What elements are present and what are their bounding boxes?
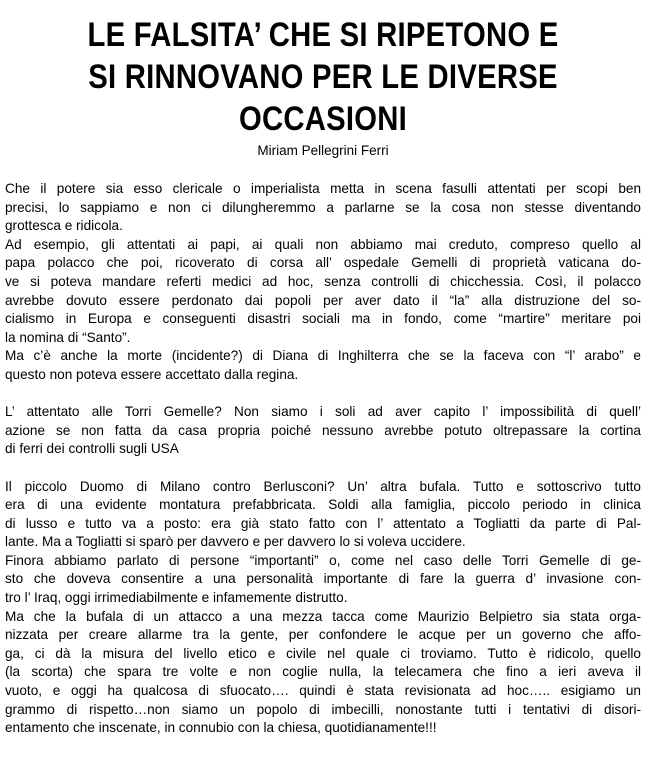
body-line: questo non poteva essere accettato dalla regina. — [5, 366, 299, 382]
body-line: nizzata per creare allarme tra la gente, per confondere le acque per un governo che affo- — [5, 627, 641, 643]
body-line: era di una evidente montatura prefabbricata. Soldi alla famiglia, piccolo periodo in clinica — [5, 497, 641, 513]
body-line: papa polacco che poi, ricoverato di corsa all’ ospedale Gemelli di proprietà vaticana do- — [5, 255, 641, 271]
document-title — [49, 14, 598, 140]
body-line: cialismo in Europa e conseguenti disastri sociali ma in fondo, come “martire” meritare poi — [5, 311, 641, 327]
body-line: Che il potere sia esso clericale o imperialista metta in scena fasulli attentati per scopi ben — [5, 181, 641, 196]
body-line: di ferri dei controlli sugli USA — [5, 441, 179, 457]
body-line: azione se non fatta da casa propria poiché nessuno avrebbe potuto oltrepassare la cortina — [5, 422, 641, 438]
document-author: Miriam Pellegrini Ferri — [257, 143, 389, 158]
body-line: Ma che la bufala di un attacco a una mezza tacca come Maurizio Belpietro sia stata orga- — [5, 608, 641, 624]
title-line: SI RINNOVANO PER LE DIVERSE — [88, 58, 558, 96]
document-body — [5, 180, 641, 738]
body-line: la nomina di “Santo”. — [5, 329, 131, 345]
body-line: precisi, lo sappiamo e non ci dilungheremmo a parlarne se la cosa non stesse diventando — [5, 199, 641, 215]
blank-line — [5, 459, 641, 478]
body-line: grammo di rispetto…non siamo un popolo di imbecilli, nonostante tutti i tentativi di disori- — [5, 701, 641, 717]
body-line: Ma c’è anche la morte (incidente?) di Diana di Inghilterra che se la faceva con “l’ arabo” e — [5, 348, 641, 364]
body-line: tro l’ Iraq, oggi irrimediabilmente e infamemente distrutto. — [5, 590, 348, 606]
body-line: Il piccolo Duomo di Milano contro Berlusconi? Un’ altra bufala. Tutto e sottoscrivo tutto — [5, 478, 641, 494]
body-line: di lusso e tutto va a posto: era già stato fatto con l’ attentato a Togliatti da parte di Pal- — [5, 515, 641, 531]
title-line: OCCASIONI — [238, 100, 408, 138]
body-line: Finora abbiamo parlato di persone “importanti” o, come nel caso delle Torri Gemelle di ge- — [5, 552, 641, 568]
body-line: grottesca e ridicola. — [5, 218, 123, 234]
body-line: avrebbe dovuto essere perdonato dai popoli per aver dato il “la” alla distruzione del so- — [5, 292, 641, 308]
body-line: ve si poteva mandare referti medici ad hoc, senza controlli di chicchessia. Così, il polacco — [5, 273, 641, 289]
body-line: vuoto, e oggi ha qualcosa di sfuocato…. quindi è stata revisionata ad hoc….. esigiamo un — [5, 683, 641, 699]
body-line: entamento che inscenate, in connubio con la chiesa, quotidianamente!!! — [5, 720, 437, 736]
body-line: sto che doveva consentire a una personalità importante di fare la guerra d’ invasione con- — [5, 571, 641, 587]
blank-line — [5, 385, 641, 404]
body-line: lante. Ma a Togliatti si sparò per davvero e per davvero lo si voleva uccidere. — [5, 534, 466, 550]
body-line: (la scorta) che spara tre volte e non coglie nulla, la telecamera che fino a ieri aveva il — [5, 664, 641, 680]
title-line: LE FALSITA’ CHE SI RIPETONO E — [87, 16, 559, 54]
body-line: L’ attentato alle Torri Gemelle? Non siamo i soli ad aver capito l’ impossibilità di quell’ — [5, 404, 641, 420]
body-line: ga, ci dà la misura del livello etico e civile nel quale ci troviamo. Tutto è ridicolo, quello — [5, 645, 641, 661]
body-line: Ad esempio, gli attentati ai papi, ai quali non abbiamo mai creduto, compreso quello al — [5, 236, 641, 252]
